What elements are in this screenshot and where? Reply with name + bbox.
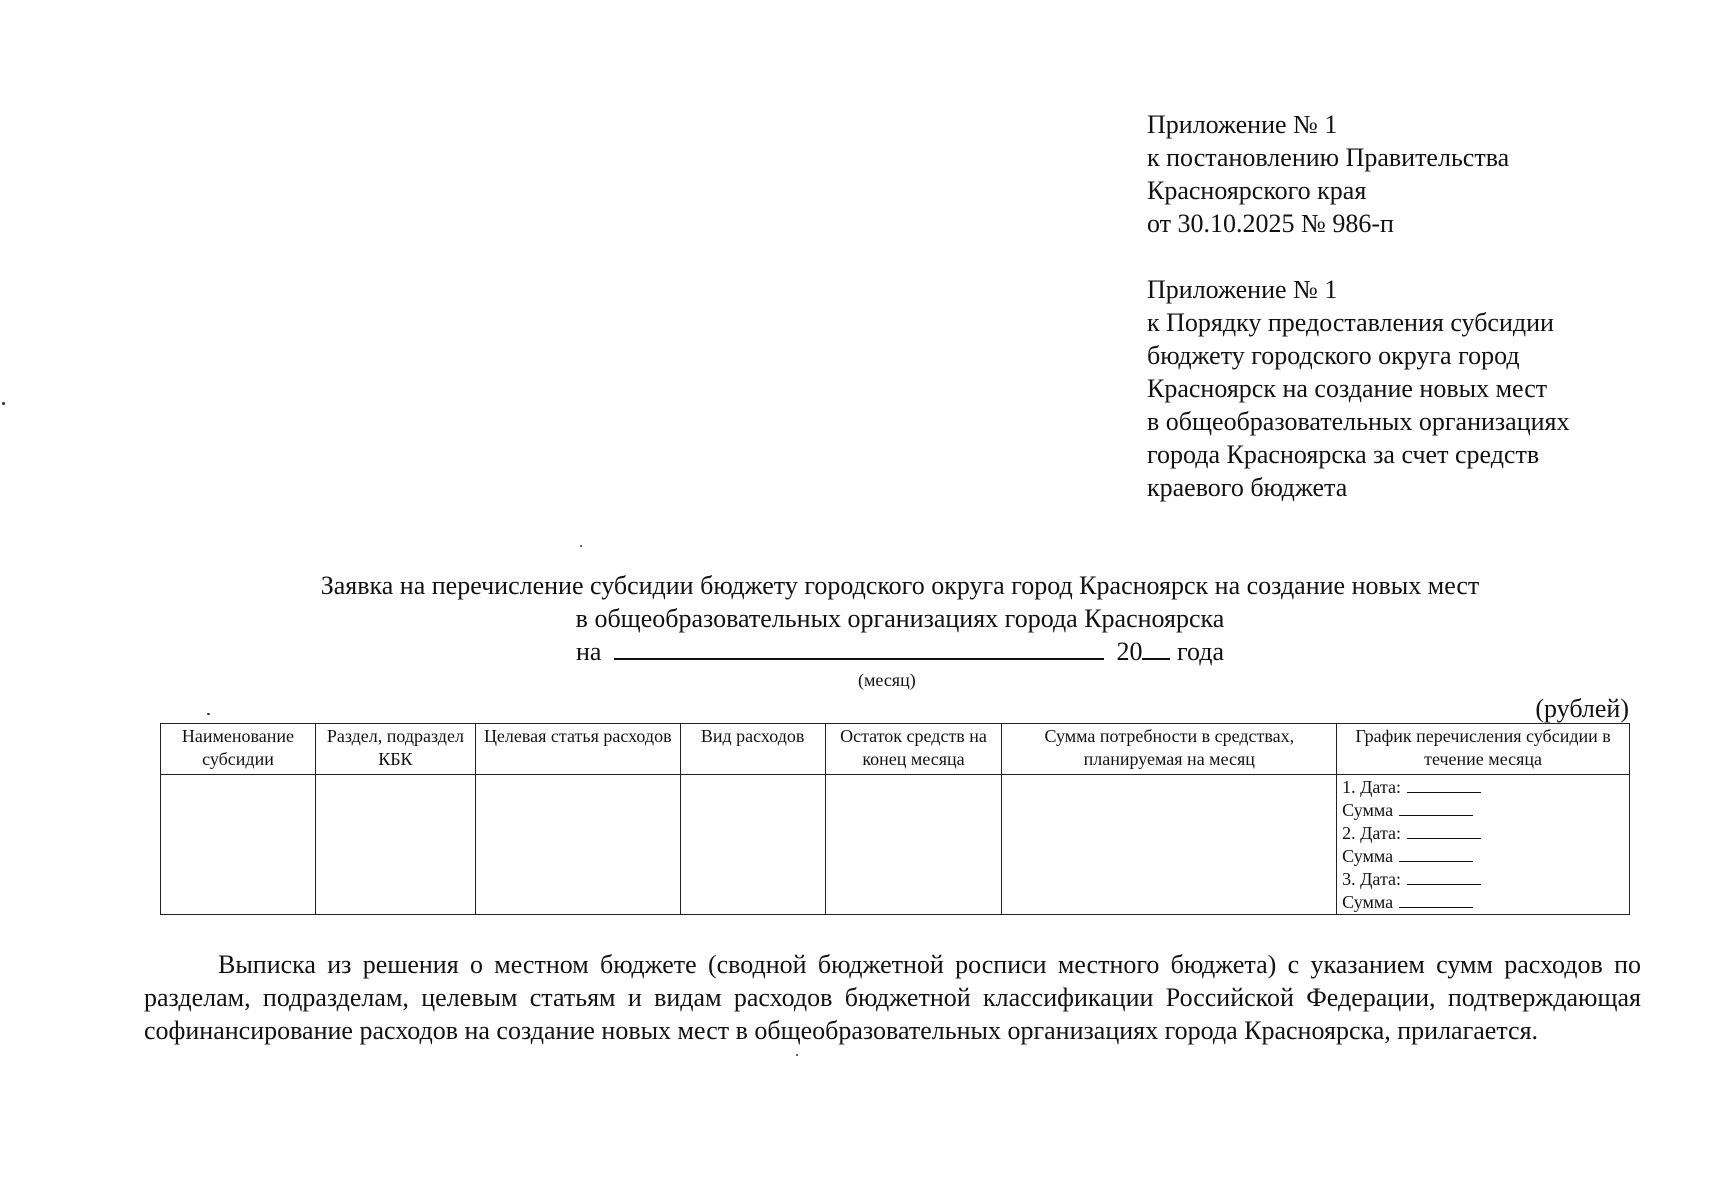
column-header-schedule: График перечисления субсидии в течение месяца — [1337, 724, 1630, 775]
schedule-label: 3. Дата: — [1342, 869, 1402, 889]
schedule-label: Сумма — [1342, 800, 1394, 820]
appendix-order-line: к Порядку предоставления субсидии — [1147, 308, 1554, 337]
document-title-line-1: Заявка на перечисление субсидии бюджету городского округа город Красноярск на создание новых мест — [320, 571, 1480, 600]
schedule-blank-field[interactable] — [1399, 845, 1473, 862]
appendix-order-line: Красноярск на создание новых мест — [1147, 374, 1548, 403]
appendix-decree-line: от 30.10.2025 № 986-п — [1147, 209, 1394, 238]
column-header-expense-type: Вид расходов — [680, 724, 825, 775]
cell-subsidy-name[interactable] — [161, 775, 316, 915]
year-prefix: 20 — [1116, 637, 1143, 666]
column-header-subsidy-name: Наименование субсидии — [161, 724, 316, 775]
schedule-blank-field[interactable] — [1407, 822, 1481, 839]
table-header-row — [161, 724, 1630, 775]
schedule-item — [1342, 776, 1625, 799]
schedule-blank-field[interactable] — [1407, 868, 1481, 885]
schedule-item — [1342, 845, 1625, 868]
scan-speck — [207, 713, 210, 715]
appendix-decree-line: Приложение № 1 — [1147, 110, 1338, 139]
units-label: (рублей) — [1535, 694, 1629, 723]
scan-speck — [2, 402, 5, 405]
schedule-item — [1342, 822, 1625, 845]
appendix-header — [1147, 108, 1687, 504]
appendix-decree-line: к постановлению Правительства — [1147, 143, 1510, 172]
request-table — [160, 723, 1630, 915]
appendix-order-line: краевого бюджета — [1147, 473, 1348, 502]
scan-speck — [580, 545, 582, 547]
cell-balance[interactable] — [825, 775, 1002, 915]
schedule-blank-field[interactable] — [1407, 776, 1481, 793]
schedule-item — [1342, 868, 1625, 891]
appendix-order — [1147, 273, 1687, 504]
cell-kbk-section[interactable] — [315, 775, 475, 915]
appendix-order-line: города Красноярска за счет средств — [1147, 440, 1540, 469]
title-on-word: на — [575, 637, 602, 666]
month-caption: (месяц) — [858, 670, 916, 690]
column-header-kbk-section: Раздел, подраздел КБК — [315, 724, 475, 775]
cell-schedule — [1337, 775, 1630, 915]
schedule-blank-field[interactable] — [1399, 891, 1473, 908]
schedule-blank-field[interactable] — [1399, 799, 1473, 816]
appendix-decree — [1147, 108, 1687, 240]
schedule-item — [1342, 799, 1625, 822]
table-row — [161, 775, 1630, 915]
month-blank-field[interactable] — [614, 636, 1104, 660]
column-header-required-amount: Сумма потребности в средствах, планируемая на месяц — [1002, 724, 1337, 775]
cell-expense-type[interactable] — [680, 775, 825, 915]
document-title-line-2: в общеобразовательных организациях города Красноярска — [575, 604, 1225, 633]
appendix-order-line: Приложение № 1 — [1147, 275, 1338, 304]
schedule-label: Сумма — [1342, 892, 1394, 912]
column-header-balance: Остаток средств на конец месяца — [825, 724, 1002, 775]
year-word: года — [1176, 637, 1224, 666]
cell-target-item[interactable] — [475, 775, 680, 915]
appendix-order-line: бюджету городского округа город — [1147, 341, 1520, 370]
scan-speck — [796, 1054, 798, 1056]
schedule-label: Сумма — [1342, 846, 1394, 866]
appendix-decree-line: Красноярского края — [1147, 176, 1367, 205]
cell-required-amount[interactable] — [1002, 775, 1337, 915]
schedule-label: 1. Дата: — [1342, 777, 1402, 797]
column-header-target-item: Целевая статья расходов — [475, 724, 680, 775]
document-title-line-3 — [150, 635, 1650, 668]
schedule-label: 2. Дата: — [1342, 823, 1402, 843]
appendix-order-line: в общеобразовательных организациях — [1147, 407, 1570, 436]
extract-paragraph: Выписка из решения о местном бюджете (сводной бюджетной росписи местного бюджета) с указанием сумм расходов по разделам, подразделам, целевым статьям и видам расходов бюджетной классификации Российской Федерации, подтверждающая софинансирование расходов на создание новых мест в общеобразовательных организациях города Красноярска, прилагается. — [144, 950, 1641, 1045]
schedule-item — [1342, 891, 1625, 914]
year-blank-field[interactable] — [1142, 636, 1170, 660]
